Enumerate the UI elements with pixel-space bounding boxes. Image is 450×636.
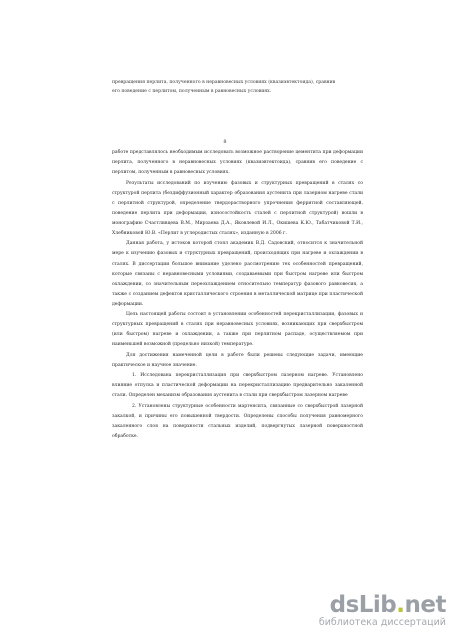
paragraph: 1. Исследована перекристаллизация при сверхбыстром лазерном нагреве. Установлено влияние отпуска и пластической деформации на перекристаллизацию предварительно закаленной стали. Определен механизм образования аустенита в стали при сверхбыстром лазерном нагреве: [112, 373, 363, 399]
paragraph: Цель настоящей работы состоит в установлении особенностей перекристаллизации, фазовых и структурных превращений в сталях при неравновесных условиях, возникающих при сверхбыстром (или быстром) нагреве и охлаждении, а также при перлитном распаде, осуществляемом при наименьшей возможной (предельно низкой) температуре.: [112, 311, 363, 347]
watermark-logo-tld: net: [404, 592, 446, 618]
header-line: его поведение с перлитом, полученным в равновесных условиях.: [112, 88, 272, 94]
page-number: 8: [223, 139, 227, 145]
site-watermark: [318, 592, 448, 633]
paragraph: Для достижения намеченной цели в работе были решены следующие задачи, имеющие практическое и научное значение.: [112, 352, 363, 368]
watermark-logo-dot: .: [396, 592, 405, 618]
document-body: [112, 148, 363, 442]
watermark-logo: [330, 593, 446, 617]
paragraph: 2. Установлены структурные особенности мартенсита, связанные со сверхбыстрой лазерной закалкой, и причины его повышенной твердости. Определены способы получения равномерного закаленного слоя на поверхности стальных изделий, подвергнутых лазерной поверхностной обработке.: [112, 404, 363, 440]
faint-bleedthrough-text: [112, 79, 362, 96]
watermark-subtitle: библиотека диссертаций: [318, 617, 446, 628]
header-line: превращения перлита, полученного в неравновесных условиях (квазиэвтектоида), сравнив: [112, 80, 336, 85]
paragraph: Результаты исследований по изучению фазовых и структурных превращений в сталях со структурой перлита (бездиффузионный характер образования аустенита при лазерном нагреве стали с перлитной структурой, определение твердорастворного упрочнения ферритной составляющей, поведение перлита при деформации, износостойкость сталей с перлитной структурой) вошли в монографию Счастливцева В.М., Мирзаева Д.А., Яковлевой И.Л., Окишева К.Ю., Табатчиковой Т.И., Хлебниковой Ю.В. «Перлит в углеродистых сталях», изданную в 2006 г.: [112, 181, 363, 237]
paragraph: работе представлялось необходимым исследовать возможное растворение цементита при деформации перлита, полученного в неравновесных условиях (квазиэвтектоида), сравнив его поведение с перлитом, полученным в равновесных условиях.: [112, 150, 363, 176]
watermark-logo-name: dsLib: [329, 592, 397, 618]
paragraph: Данная работа, у истоков которой стоял академик В.Д. Садовский, относится к значительной мере к изучению фазовых и структурных превращений, происходящих при нагреве и охлаждении в сталях. В диссертации большое внимание уделено рассмотрению тех особенностей превращений, которые связаны с неравновесными условиями, создаваемыми при быстром нагреве или быстром охлаждении, со значительным переохлаждением относительно температур фазового равновесия, а также с созданием дефектов кристаллического строения в металлической матрице при пластической деформации.: [112, 241, 363, 307]
